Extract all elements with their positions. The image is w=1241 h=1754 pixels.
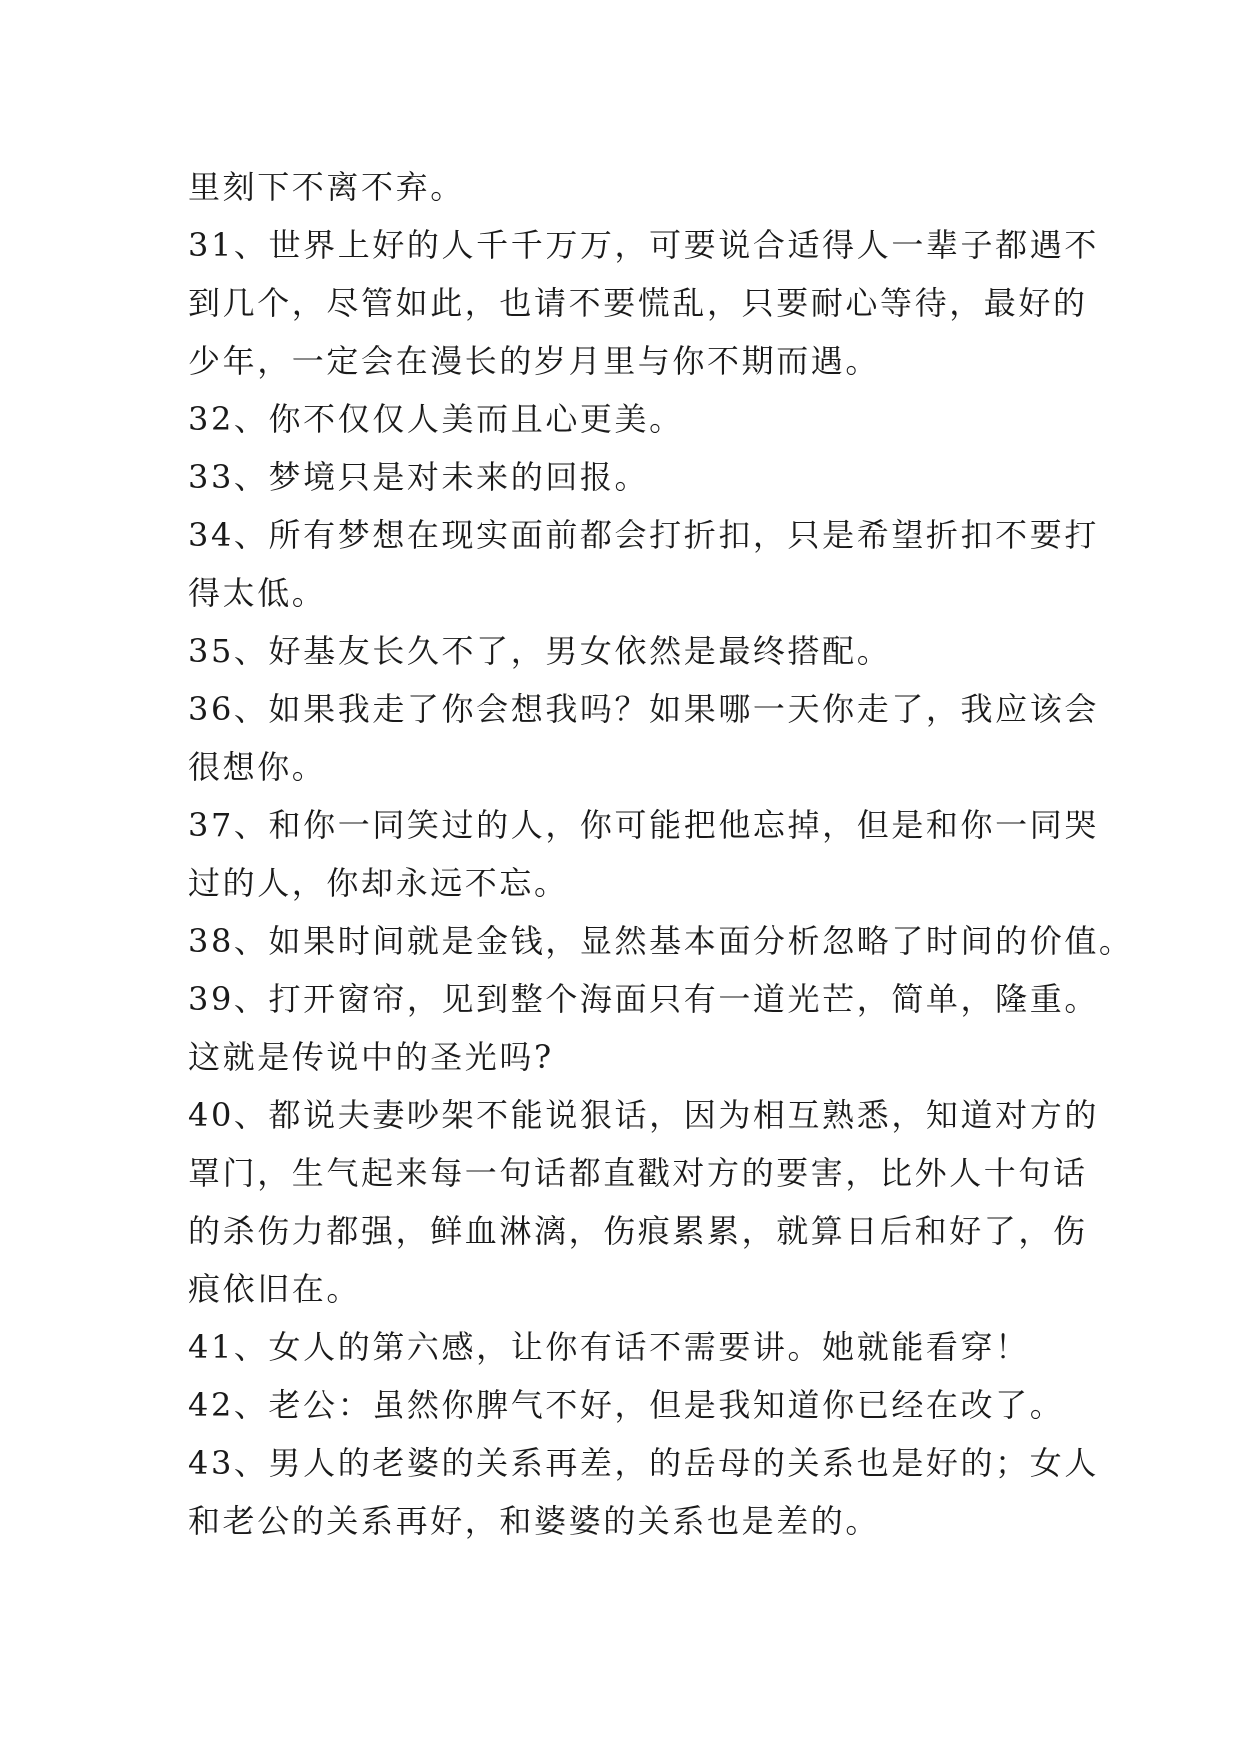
text-line: 43、男人的老婆的关系再差，的岳母的关系也是好的；女人 <box>188 1444 1099 1482</box>
text-line: 罩门，生气起来每一句话都直戳对方的要害，比外人十句话 <box>188 1154 1088 1192</box>
text-line: 里刻下不离不弃。 <box>188 168 465 206</box>
text-line: 40、都说夫妻吵架不能说狠话，因为相互熟悉，知道对方的 <box>188 1096 1099 1134</box>
text-line: 42、老公：虽然你脾气不好，但是我知道你已经在改了。 <box>188 1386 1065 1424</box>
text-line: 得太低。 <box>188 574 327 612</box>
text-line: 37、和你一同笑过的人，你可能把他忘掉，但是和你一同哭 <box>188 806 1099 844</box>
text-line: 这就是传说中的圣光吗? <box>188 1038 554 1076</box>
text-line: 33、梦境只是对未来的回报。 <box>188 458 650 496</box>
text-line: 的杀伤力都强，鲜血淋漓，伤痕累累，就算日后和好了，伤 <box>188 1212 1088 1250</box>
text-line: 34、所有梦想在现实面前都会打折扣，只是希望折扣不要打 <box>188 516 1099 554</box>
text-line: 32、你不仅仅人美而且心更美。 <box>188 400 684 438</box>
text-line: 到几个，尽管如此，也请不要慌乱，只要耐心等待，最好的 <box>188 284 1088 322</box>
text-line: 过的人，你却永远不忘。 <box>188 864 569 902</box>
text-line: 很想你。 <box>188 748 327 786</box>
text-line: 35、好基友长久不了，男女依然是最终搭配。 <box>188 632 892 670</box>
text-line: 41、女人的第六感，让你有话不需要讲。她就能看穿！ <box>188 1328 1030 1366</box>
text-line: 痕依旧在。 <box>188 1270 362 1308</box>
text-line: 38、如果时间就是金钱，显然基本面分析忽略了时间的价值。 <box>188 922 1134 960</box>
text-line: 31、世界上好的人千千万万，可要说合适得人一辈子都遇不 <box>188 226 1099 264</box>
document-body <box>188 158 1134 1550</box>
text-line: 36、如果我走了你会想我吗？如果哪一天你走了，我应该会 <box>188 690 1099 728</box>
text-line: 少年，一定会在漫长的岁月里与你不期而遇。 <box>188 342 881 380</box>
text-line: 39、打开窗帘，见到整个海面只有一道光芒，简单，隆重。 <box>188 980 1099 1018</box>
text-line: 和老公的关系再好，和婆婆的关系也是差的。 <box>188 1502 881 1540</box>
